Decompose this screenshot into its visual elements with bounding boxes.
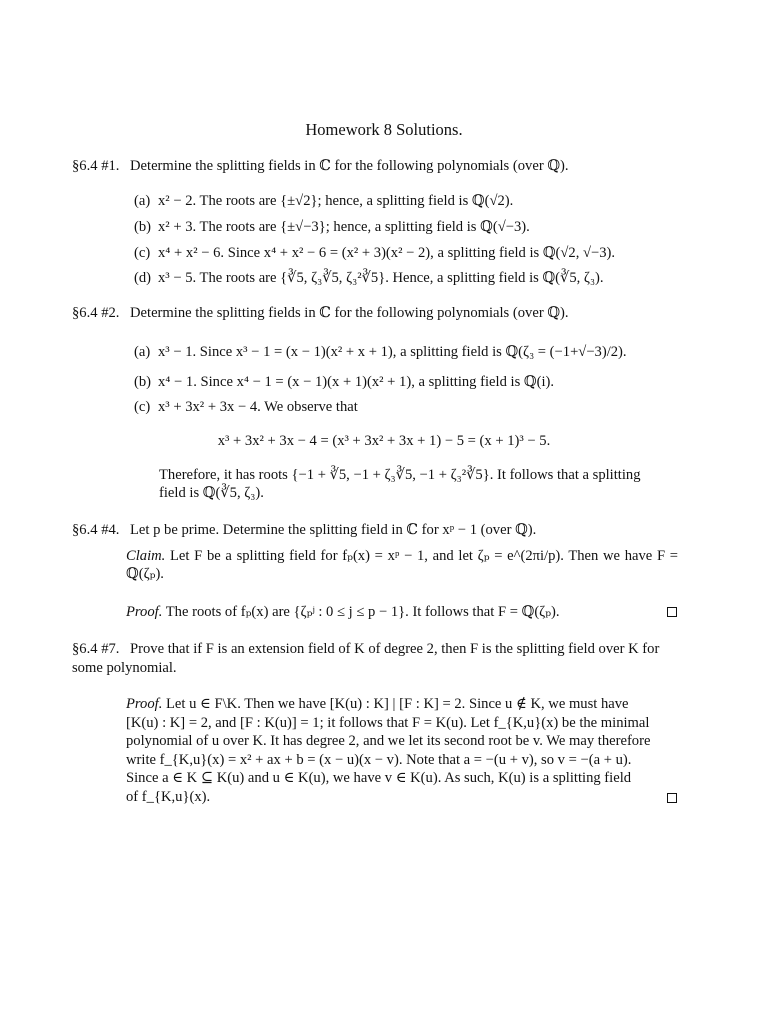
proof-text: The roots of fₚ(x) are {ζₚʲ : 0 ≤ j ≤ p − 1}. It follows that F = ℚ(ζₚ). [165,604,560,620]
conclusion-line: Therefore, it has roots {−1 + ∛5, −1 + ζ₃∛5, −1 + ζ₃²∛5}. It follows that a splitting [159,467,641,483]
item-text: x⁴ + x² − 6. Since x⁴ + x² − 6 = (x² + 3)(x² − 2), a splitting field is ℚ(√2, √−3). [158,245,616,261]
list-item-1d [134,269,694,287]
problem-text: some polynomial. [72,660,177,676]
problem-1-statement [72,157,680,175]
problem-number: §6.4 #1. [72,158,120,174]
problem-number: §6.4 #4. [72,522,120,538]
item-label: (b) [134,374,152,390]
problem-text: Let p be prime. Determine the splitting field in ℂ for xᵖ − 1 (over ℚ). [130,522,537,538]
proof-block-p7 [126,695,678,806]
item-text: x² + 3. The roots are {±√−3}; hence, a splitting field is ℚ(√−3). [158,219,530,235]
list-item-1c [134,244,694,262]
proof-line: Let u ∈ F\K. Then we have [K(u) : K] | [F : K] = 2. Since u ∉ K, we must have [166,696,629,712]
list-item-2b [134,373,694,391]
item-text: x⁴ − 1. Since x⁴ − 1 = (x − 1)(x + 1)(x² + 1), a splitting field is ℚ(i). [158,374,555,390]
problem-7-statement [72,640,680,658]
conclusion-line: field is ℚ(∛5, ζ₃). [159,485,264,501]
item-label: (c) [134,245,151,261]
proof-line: of f_{K,u}(x). [126,788,211,805]
claim-text: Let F be a splitting field for fₚ(x) = xᵖ − 1, and let ζₚ = e^(2πi/p). Then we have F = ℚ(ζₚ). [126,548,678,582]
item-label: (a) [134,193,151,209]
qed-square-icon [667,793,677,803]
proof-block-p4 [126,603,678,621]
list-item-1a [134,192,694,210]
problem-text: Determine the splitting fields in ℂ for the following polynomials (over ℚ). [130,158,569,174]
proof-label: Proof. [126,696,163,712]
proof-line: polynomial of u over K. It has degree 2, and we let its second root be v. We may therefore [126,733,651,749]
claim-block [126,547,678,583]
page-title: Homework 8 Solutions. [305,120,463,139]
problem-text: Determine the splitting fields in ℂ for the following polynomials (over ℚ). [130,305,569,321]
item-label: (d) [134,270,152,286]
item-label: (c) [134,399,151,415]
list-item-1b [134,218,694,236]
display-equation: x³ + 3x² + 3x − 4 = (x³ + 3x² + 3x + 1) − 5 = (x + 1)³ − 5. [217,433,551,449]
problem-number: §6.4 #2. [72,305,120,321]
problem-7-statement-cont [72,659,680,677]
item-label: (b) [134,219,152,235]
problem-4-statement [72,521,680,539]
item-text: x³ − 1. Since x³ − 1 = (x − 1)(x² + x + 1), a splitting field is ℚ(ζ₃ = (−1+√−3)/2). [158,344,627,360]
proof-line: write f_{K,u}(x) = x² + ax + b = (x − u)(x − v). Note that a = −(u + v), so v = −(a + u). [126,751,632,768]
problem-text: Prove that if F is an extension field of K of degree 2, then F is the splitting field over K for [130,641,660,657]
problem-number: §6.4 #7. [72,641,120,657]
proof-line: Since a ∈ K ⊆ K(u) and u ∈ K(u), we have v ∈ K(u). As such, K(u) is a splitting field [126,770,632,786]
item-text: x³ + 3x² + 3x − 4. We observe that [158,399,358,415]
claim-label: Claim. [126,548,166,564]
qed-square-icon [667,607,677,617]
list-item-2c [134,398,694,416]
problem-2-statement [72,304,680,322]
item-text: x² − 2. The roots are {±√2}; hence, a splitting field is ℚ(√2). [158,193,514,209]
proof-line: [K(u) : K] = 2, and [F : K(u)] = 1; it follows that F = K(u). Let f_{K,u}(x) be the minimal [126,714,650,731]
problem-2c-conclusion [159,466,679,502]
item-text: x³ − 5. The roots are {∛5, ζ₃∛5, ζ₃²∛5}. Hence, a splitting field is ℚ(∛5, ζ₃). [158,270,604,286]
list-item-2a [134,343,694,361]
item-label: (a) [134,344,151,360]
proof-label: Proof. [126,604,163,620]
